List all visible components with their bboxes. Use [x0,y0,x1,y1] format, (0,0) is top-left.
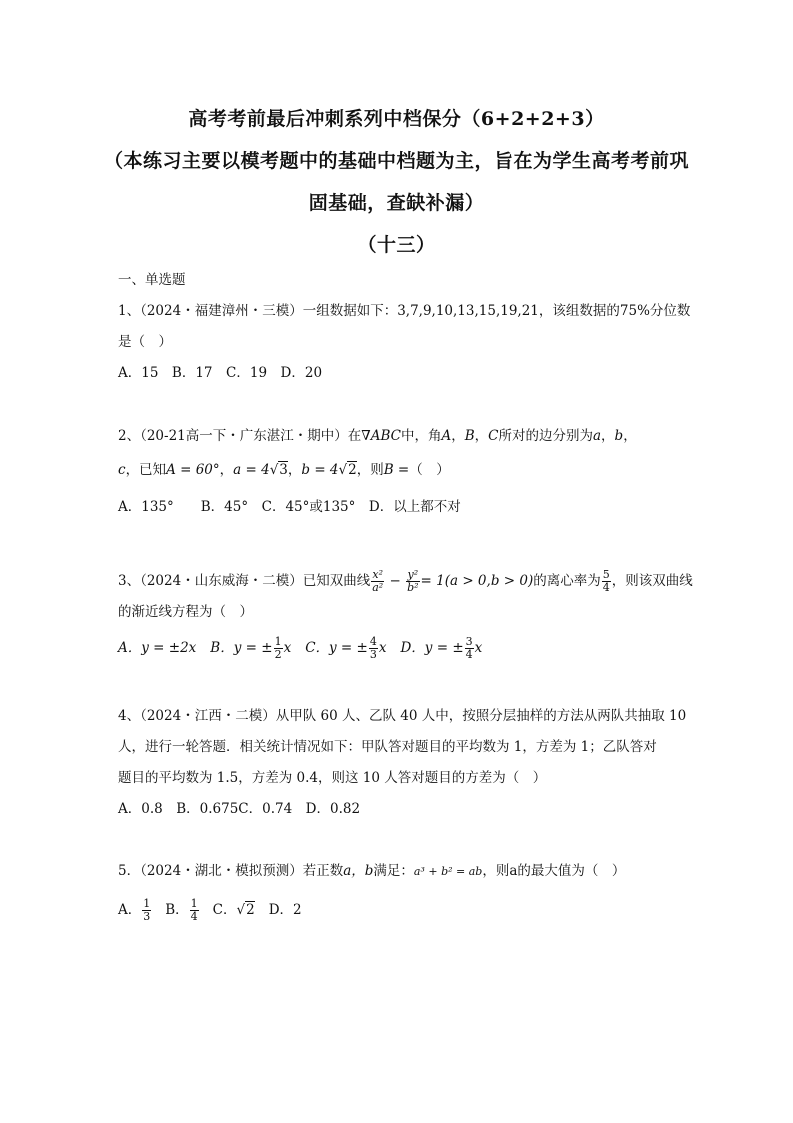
q2-rest: 所对的边分别为 [498,428,593,444]
q2-ask: ，则 [356,462,384,478]
q2-angle-a: A = 60° [166,462,220,478]
question-4-line-1: 4、（2024・江西・二模）从甲队 60 人、乙队 40 人中，按照分层抽样的方法从两队共抽取 10 [118,708,687,724]
question-3-line-2: 的渐近线方程为（ ） [118,604,253,620]
question-1-line-1: 1、（2024・福建漳州・三模）一组数据如下：3,7,9,10,13,15,19,21，该组数据的75%分位数 [118,303,691,319]
q2-given: ，已知 [125,462,167,478]
question-1-line-2: 是（ ） [118,334,172,350]
subtitle-line-2: 固基础，查缺补漏） [308,192,485,214]
question-3-line-1: 3、（2024・山东威海・二模）已知双曲线 $\frac{\text{x²}}{\text{a²}}$ − $\frac{\text{y²}}{\text{b²}}$ = 1(a > 0,b > 0)的离心率为 $\frac{5}{4}$ ，则该双曲线 [118,568,693,594]
q2-side-a: a = 4 [233,462,270,478]
q3-x-term: $\frac{\text{x²}}{\text{a²}}$ [372,568,384,594]
q3-option-c: C．y = ± [305,640,368,656]
question-1-options: A．15 B．17 C．19 D．20 [118,365,323,381]
q2-side-a-root: 3 [279,462,288,478]
q5-option-b: B． [165,902,189,918]
question-5-options: A． $\frac{1}{3}$ B． $\frac{1}{4}$ C．√2 D．2 [118,897,302,923]
q3-prefix: 3、（2024・山东威海・二模）已知双曲线 [118,573,371,589]
q3-y-term: $\frac{\text{y²}}{\text{b²}}$ [407,568,419,594]
q2-side-b-root: 2 [348,462,357,478]
q5-equation: a³ + b² = ab [413,865,483,878]
page-title: 高考考前最后冲刺系列中档保分（6+2+2+3） [188,108,605,130]
q5-vars: a，b [343,863,374,879]
q2-mid: 中，角 [400,428,442,444]
q2-tail: （ ） [409,462,450,478]
q2-side-b: b = 4 [301,462,339,478]
question-2-line-2: c，已知A = 60°，a = 4√3，b = 4√2，则B =（ ） [118,462,450,478]
question-2-line-1: 2、（20-21高一下・广东湛江・期中）在∇ABC中，角A，B，C所对的边分别为a，b， [118,428,637,444]
q2-triangle: ∇ABC [361,428,401,444]
question-4-options: A．0.8 B．0.675C．0.74 D．0.82 [118,801,361,817]
question-3-options: A．y = ±2x B．y = ± $\frac{1}{2}$ x C．y = ± $\frac{4}{3}$ x D．y = ± $\frac{3}{4}$ x [118,635,483,661]
q5-prefix: 5．（2024・湖北・模拟预测）若正数 [118,863,344,879]
q5-option-c: C． [212,902,237,918]
q5-option-c-root: 2 [246,902,255,918]
q3-option-d: D．y = ± [400,640,464,656]
q3-tail: ，则该双曲线 [611,573,693,589]
q2-prefix: 2、（20-21高一下・广东湛江・期中）在 [118,428,362,444]
set-number: （十三） [357,234,436,256]
q3-eccentricity: $\frac{5}{4}$ [602,568,610,594]
q3-mid: 的离心率为 [533,573,601,589]
question-5-line-1 [118,861,625,882]
section-heading: 一、单选题 [118,272,186,288]
subtitle-line-1: （本练习主要以模考题中的基础中档题为主，旨在为学生高考考前巩 [103,150,689,172]
q3-option-b: B．y = ± [210,640,273,656]
q5-mid: 满足： [373,863,414,879]
q5-option-d: D．2 [268,902,302,918]
q3-option-a: A．y = ±2x [118,640,197,656]
question-2-options: A．135° B．45° C．45°或135° D．以上都不对 [118,499,461,515]
q3-condition: = 1(a > 0,b > 0) [420,573,534,589]
q2-angle-b: B = [383,462,410,478]
q5-option-a: A． [118,902,142,918]
question-4-line-3: 题目的平均数为 1.5，方差为 0.4，则这 10 人答对题目的方差为（ ） [118,770,547,786]
question-4-line-2: 人，进行一轮答题．相关统计情况如下：甲队答对题目的平均数为 1，方差为 1；乙队答对 [118,739,657,755]
q5-tail: ，则a的最大值为（ ） [482,863,626,879]
